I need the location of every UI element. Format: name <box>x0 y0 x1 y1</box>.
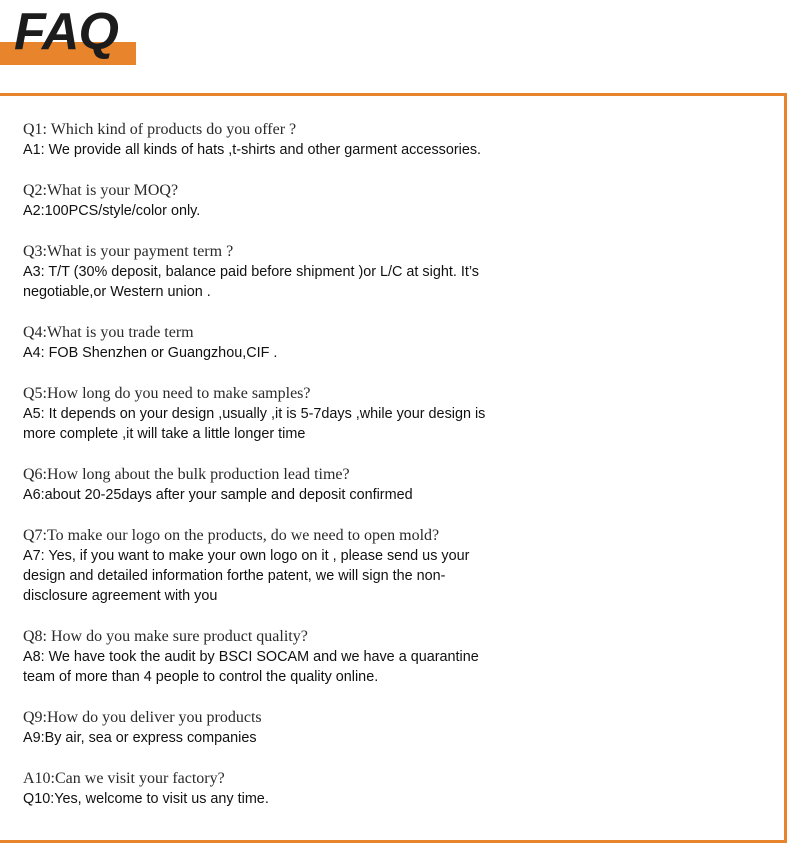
faq-item-3 <box>23 242 583 302</box>
answer-9: A9:By air, sea or express companies <box>23 730 257 746</box>
faq-item-10 <box>23 769 583 809</box>
page-title: FAQ <box>14 3 118 61</box>
answer-5: A5: It depends on your design ,usually ,it is 5-7days ,while your design is more complete ,it will take a little longer time <box>23 406 486 442</box>
faq-item-4 <box>23 323 583 363</box>
faq-item-2 <box>23 181 583 221</box>
answer-8: A8: We have took the audit by BSCI SOCAM and we have a quarantine team of more than 4 people to control the quality online. <box>23 649 479 685</box>
answer-3: A3: T/T (30% deposit, balance paid before shipment )or L/C at sight. It’s negotiable,or Western union . <box>23 264 479 300</box>
question-8: Q8: How do you make sure product quality? <box>23 628 308 645</box>
question-9: Q9:How do you deliver you products <box>23 709 262 726</box>
question-7: Q7:To make our logo on the products, do we need to open mold? <box>23 527 440 544</box>
faq-item-6 <box>23 465 583 505</box>
answer-6: A6:about 20-25days after your sample and deposit confirmed <box>23 487 413 503</box>
faq-item-5 <box>23 384 583 444</box>
answer-1: A1: We provide all kinds of hats ,t-shirts and other garment accessories. <box>23 142 482 158</box>
faq-item-9 <box>23 708 583 748</box>
question-6: Q6:How long about the bulk production lead time? <box>23 466 350 483</box>
question-2: Q2:What is your MOQ? <box>23 182 179 199</box>
question-4: Q4:What is you trade term <box>23 324 194 341</box>
faq-list <box>23 120 583 830</box>
faq-item-1 <box>23 120 583 160</box>
faq-item-7 <box>23 526 583 606</box>
question-10: A10:Can we visit your factory? <box>23 770 225 787</box>
question-1: Q1: Which kind of products do you offer ? <box>23 121 297 138</box>
faq-item-8 <box>23 627 583 687</box>
answer-10: Q10:Yes, welcome to visit us any time. <box>23 791 269 807</box>
answer-4: A4: FOB Shenzhen or Guangzhou,CIF . <box>23 345 278 361</box>
question-3: Q3:What is your payment term ? <box>23 243 234 260</box>
answer-7: A7: Yes, if you want to make your own logo on it , please send us your design and detailed information forthe patent, we will sign the non- disclosure agreement with you <box>23 548 470 604</box>
answer-2: A2:100PCS/style/color only. <box>23 203 201 219</box>
question-5: Q5:How long do you need to make samples? <box>23 385 311 402</box>
